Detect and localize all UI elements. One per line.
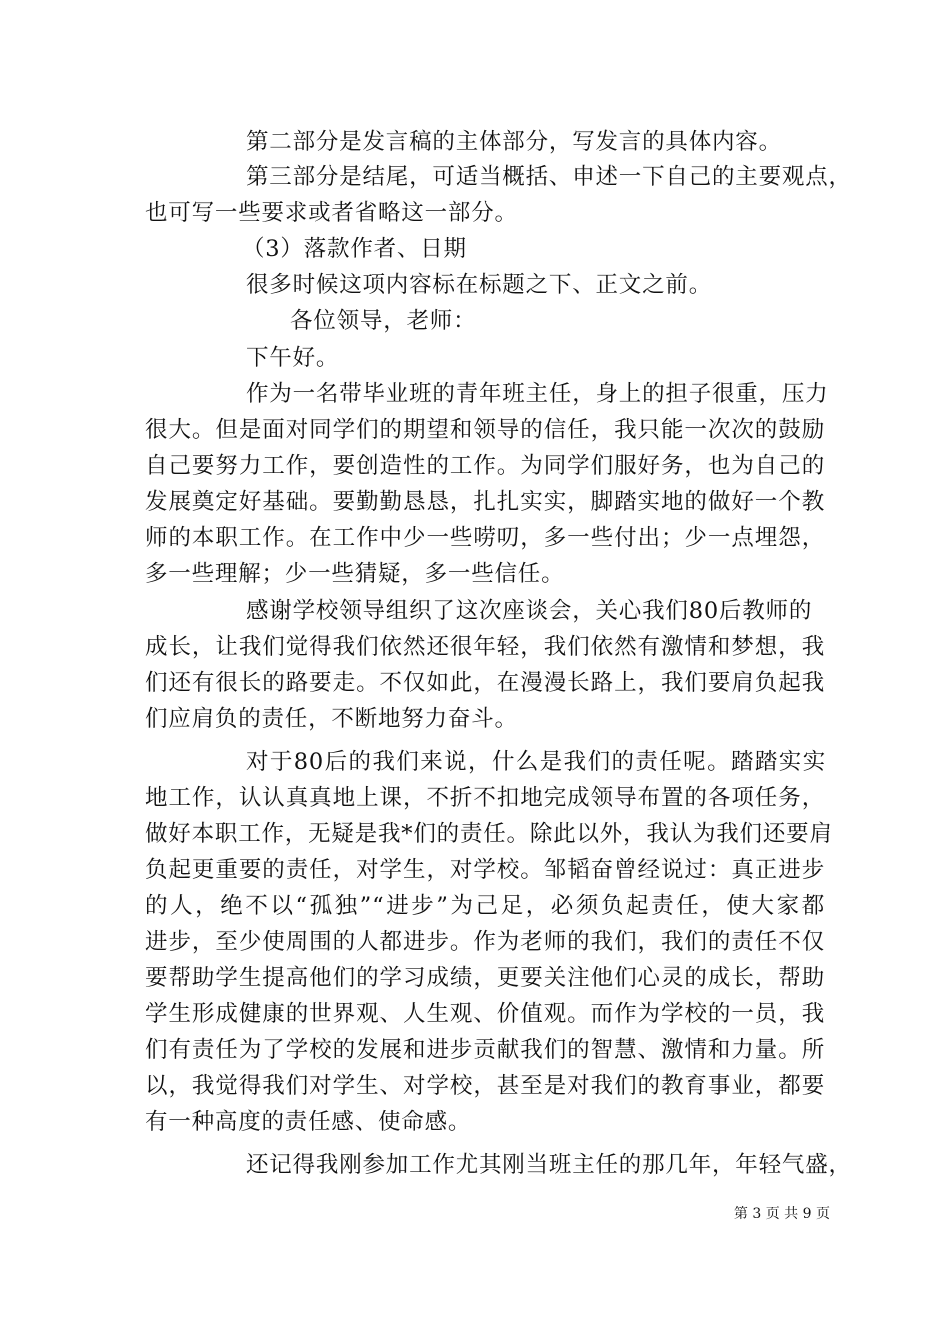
text-line: 对于80后的我们来说，什么是我们的责任呢。踏踏实实 [246, 749, 826, 775]
text-line: 多一些理解；少一些猜疑，多一些信任。 [145, 561, 565, 587]
text-line: 很多时候这项内容标在标题之下、正文之前。 [246, 272, 713, 298]
text-line: 成长，让我们觉得我们依然还很年轻，我们依然有激情和梦想，我 [145, 634, 825, 660]
text-line: 负起更重要的责任，对学生，对学校。邹韬奋曾经说过：真正进步 [145, 857, 825, 883]
text-line: 很大。但是面对同学们的期望和领导的信任，我只能一次次的鼓励 [145, 417, 825, 443]
text-line: 发展奠定好基础。要勤勤恳恳，扎扎实实，脚踏实地的做好一个教 [145, 489, 825, 515]
text-line: 第三部分是结尾，可适当概括、申述一下自己的主要观点， [246, 164, 852, 190]
text-line: 作为一名带毕业班的青年班主任，身上的担子很重，压力 [246, 381, 829, 407]
text-line: 自己要努力工作，要创造性的工作。为同学们服好务，也为自己的 [145, 453, 825, 479]
text-line: 进步，至少使周围的人都进步。作为老师的我们，我们的责任不仅 [145, 929, 825, 955]
text-line: 还记得我刚参加工作尤其刚当班主任的那几年，年轻气盛， [246, 1152, 852, 1178]
text-line: 做好本职工作，无疑是我*们的责任。除此以外，我认为我们还要肩 [145, 821, 833, 847]
text-line: 第二部分是发言稿的主体部分，写发言的具体内容。 [246, 129, 782, 155]
page-number: 第 3 页 共 9 页 [733, 1206, 830, 1222]
text-line: 下午好。 [246, 345, 340, 371]
text-line: 学生形成健康的世界观、人生观、价值观。而作为学校的一员，我 [145, 1001, 825, 1027]
text-line: 们还有很长的路要走。不仅如此，在漫漫长路上，我们要肩负起我 [145, 670, 825, 696]
text-line: 们有责任为了学校的发展和进步贡献我们的智慧、激情和力量。所 [145, 1037, 825, 1063]
text-line: 有一种高度的责任感、使命感。 [145, 1109, 472, 1135]
text-line: 也可写一些要求或者省略这一部分。 [145, 200, 518, 226]
salutation: 各位领导，老师： [290, 308, 477, 334]
text-line: 要帮助学生提高他们的学习成绩，更要关注他们心灵的成长，帮助 [145, 965, 825, 991]
text-line: 们应肩负的责任，不断地努力奋斗。 [145, 706, 518, 732]
text-line: （3）落款作者、日期 [242, 236, 467, 262]
text-line: 感谢学校领导组织了这次座谈会，关心我们80后教师的 [246, 598, 813, 624]
text-line: 以，我觉得我们对学生、对学校，甚至是对我们的教育事业，都要 [145, 1073, 825, 1099]
text-line: 地工作，认认真真地上课，不折不扣地完成领导布置的各项任务， [145, 785, 825, 811]
text-line: 的人，绝不以“孤独”“进步”为己足，必须负起责任，使大家都 [145, 893, 825, 919]
text-line: 师的本职工作。在工作中少一些唠叨，多一些付出；少一点埋怨， [145, 525, 825, 551]
